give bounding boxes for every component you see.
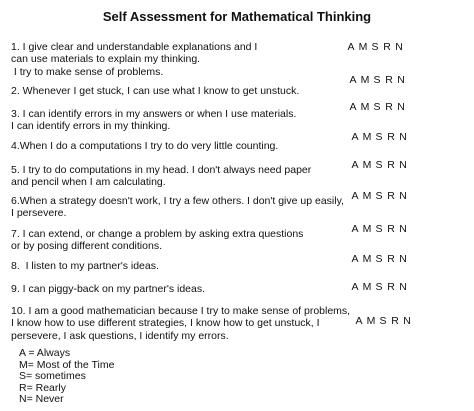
legend-rarely: R= Rearly <box>19 381 66 394</box>
rating-r: R <box>387 159 395 171</box>
statement-1-line-2: can use materials to explain my thinking. <box>11 53 201 66</box>
rating-scale-3 <box>347 101 407 113</box>
statement-1-line-3: I try to make sense of problems. <box>11 65 164 78</box>
rating-a: A <box>351 281 359 293</box>
legend-never: N= Never <box>19 393 64 406</box>
statement-2-line-1: 2. Whenever I get stuck, I can use what I know to get unstuck. <box>11 85 300 97</box>
statement-10-line-2: I know how to use different strategies, I know how to get unstuck, I <box>11 317 320 330</box>
rating-n: N <box>399 131 407 143</box>
rating-legend <box>19 348 114 406</box>
rating-scale-10 <box>353 315 413 327</box>
rating-scale-7 <box>349 223 409 235</box>
statement-3 <box>11 108 349 133</box>
page-title: Self Assessment for Mathematical Thinking <box>102 9 372 24</box>
statement-7 <box>11 228 349 253</box>
rating-m: M <box>360 101 370 113</box>
rating-s: S <box>373 74 381 86</box>
statement-1-line-1: 1. I give clear and understandable explanations and I <box>11 41 258 53</box>
rating-s: S <box>373 101 381 113</box>
rating-n: N <box>397 74 405 86</box>
statement-8-line-1: 8. I listen to my partner's ideas. <box>11 260 159 272</box>
rating-scale-2 <box>347 74 407 86</box>
rating-r: R <box>387 190 395 202</box>
statement-7-line-1: 7. I can extend, or change a problem by asking extra questions <box>11 228 304 240</box>
rating-m: M <box>362 281 372 293</box>
rating-n: N <box>399 159 407 171</box>
rating-a: A <box>347 41 355 53</box>
rating-scale-4 <box>349 131 409 143</box>
statement-7-line-2: or by posing different conditions. <box>11 240 162 253</box>
rating-n: N <box>399 190 407 202</box>
statement-5 <box>11 164 349 189</box>
statement-10-line-1: 10. I am a good mathematician because I try to make sense of problems, <box>11 305 351 317</box>
statement-9-line-1: 9. I can piggy-back on my partner's ideas. <box>11 283 206 295</box>
rating-r: R <box>391 315 399 327</box>
statement-6-line-2: I persevere. <box>11 207 67 220</box>
rating-m: M <box>362 190 372 202</box>
rating-m: M <box>366 315 376 327</box>
rating-r: R <box>385 74 393 86</box>
rating-a: A <box>349 101 357 113</box>
rating-s: S <box>375 281 383 293</box>
rating-r: R <box>387 131 395 143</box>
rating-n: N <box>399 223 407 235</box>
rating-n: N <box>395 41 403 53</box>
legend-most-of-the-time: M= Most of the Time <box>19 358 115 371</box>
statement-2 <box>11 85 349 97</box>
statement-9 <box>11 283 349 295</box>
rating-m: M <box>362 223 372 235</box>
rating-n: N <box>403 315 411 327</box>
rating-s: S <box>379 315 387 327</box>
rating-n: N <box>397 101 405 113</box>
rating-a: A <box>351 190 359 202</box>
rating-n: N <box>399 253 407 265</box>
rating-a: A <box>351 253 359 265</box>
legend-sometimes: S= sometimes <box>19 370 86 383</box>
statement-8 <box>11 260 349 272</box>
rating-s: S <box>375 159 383 171</box>
statement-6-line-1: 6.When a strategy doesn't work, I try a few others. I don't give up easily, <box>11 195 344 207</box>
statement-4 <box>11 140 349 152</box>
statement-10-line-3: persevere, I ask questions, I identify my errors. <box>11 329 229 342</box>
rating-r: R <box>385 101 393 113</box>
statement-5-line-2: and pencil when I am calculating. <box>11 176 166 189</box>
rating-r: R <box>387 253 395 265</box>
rating-scale-8 <box>349 253 409 265</box>
rating-a: A <box>351 131 359 143</box>
rating-scale-9 <box>349 281 409 293</box>
statement-5-line-1: 5. I try to do computations in my head. I don't always need paper <box>11 164 312 176</box>
rating-r: R <box>387 223 395 235</box>
statement-3-line-2: I can identify errors in my thinking. <box>11 120 171 133</box>
rating-n: N <box>399 281 407 293</box>
rating-s: S <box>371 41 379 53</box>
statement-1 <box>11 41 349 78</box>
rating-m: M <box>362 253 372 265</box>
legend-always: A = Always <box>19 347 71 359</box>
rating-scale-1 <box>345 41 405 53</box>
statement-10 <box>11 305 349 342</box>
rating-m: M <box>360 74 370 86</box>
statement-6 <box>11 195 349 220</box>
rating-s: S <box>375 131 383 143</box>
statement-4-line-1: 4.When I do a computations I try to do very little counting. <box>11 140 279 152</box>
rating-s: S <box>375 190 383 202</box>
statement-3-line-1: 3. I can identify errors in my answers or when I use materials. <box>11 108 297 120</box>
rating-s: S <box>375 223 383 235</box>
rating-r: R <box>383 41 391 53</box>
rating-s: S <box>375 253 383 265</box>
rating-m: M <box>362 131 372 143</box>
rating-m: M <box>358 41 368 53</box>
rating-scale-6 <box>349 190 409 202</box>
rating-r: R <box>387 281 395 293</box>
rating-a: A <box>355 315 363 327</box>
rating-a: A <box>349 74 357 86</box>
rating-a: A <box>351 223 359 235</box>
rating-scale-5 <box>349 159 409 171</box>
rating-a: A <box>351 159 359 171</box>
rating-m: M <box>362 159 372 171</box>
